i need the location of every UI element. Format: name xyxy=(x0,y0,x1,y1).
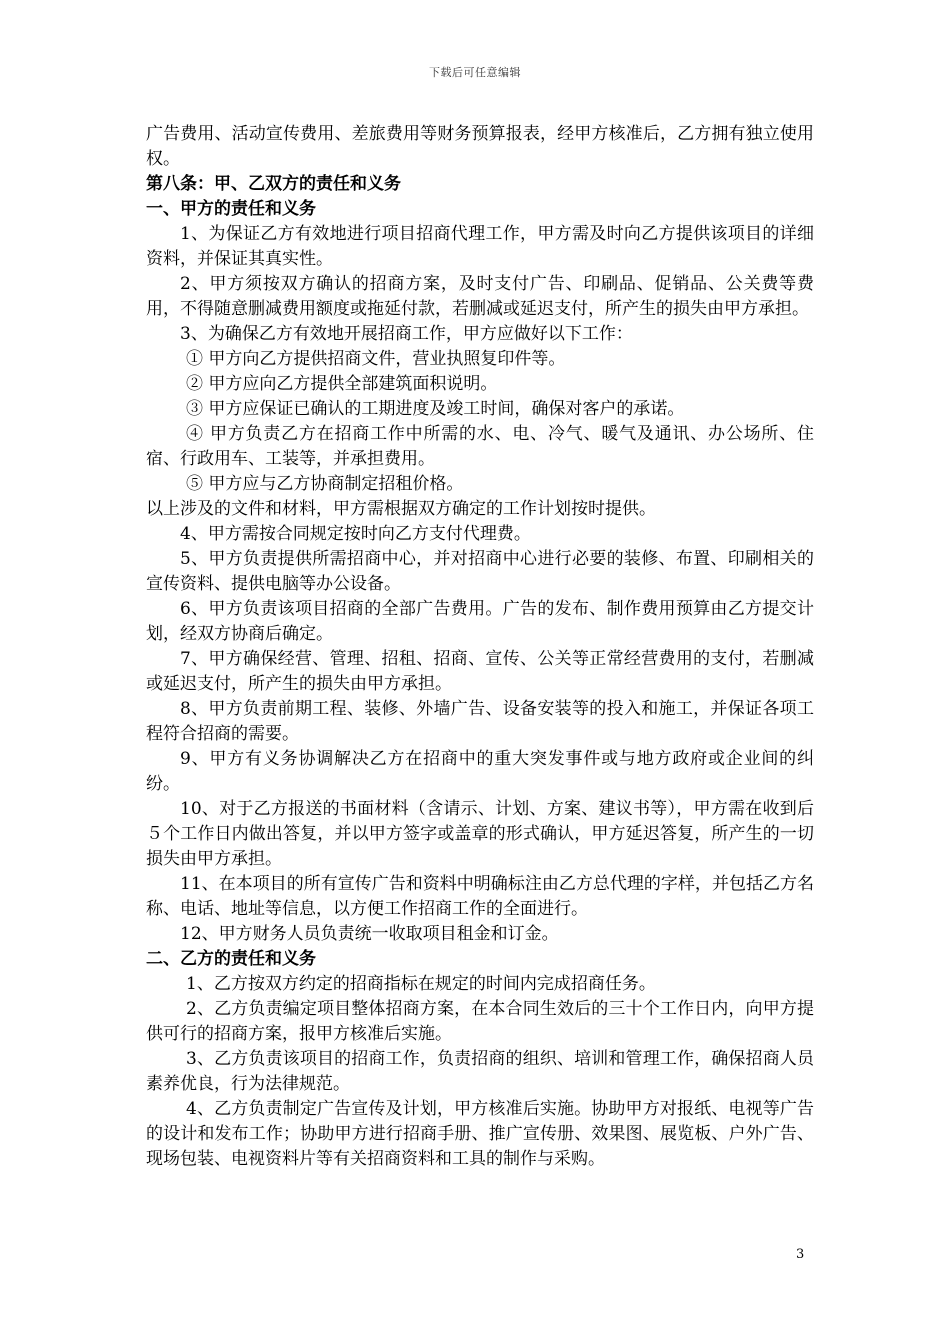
clause-b3: 3、乙方负责该项目的招商工作，负责招商的组织、培训和管理工作，确保招商人员素养优良，行为法律规范。 xyxy=(146,1049,814,1094)
clause-b4: 4、乙方负责制定广告宣传及计划，甲方核准后实施。协助甲方对报纸、电视等广告的设计和发布工作；协助甲方进行招商手册、推广宣传册、效果图、展览板、户外广告、现场包装、电视资料片等有关招商资料和工具的制作与采购。 xyxy=(146,1099,814,1169)
section-heading-party-a: 一、甲方的责任和义务 xyxy=(146,199,316,219)
sub-item-1: ① 甲方向乙方提供招商文件，营业执照复印件等。 xyxy=(186,349,566,369)
clause-a8: 8、甲方负责前期工程、装修、外墙广告、设备安装等的投入和施工，并保证各项工程符合招商的需要。 xyxy=(146,699,814,744)
sub-item-5: ⑤ 甲方应与乙方协商制定招租价格。 xyxy=(186,474,464,494)
page-header: 下载后可任意编辑 xyxy=(429,66,521,79)
clause-a5: 5、甲方负责提供所需招商中心，并对招商中心进行必要的装修、布置、印刷相关的宣传资料、提供电脑等办公设备。 xyxy=(146,549,814,594)
sub-item-4: ④ 甲方负责乙方在招商工作中所需的水、电、冷气、暖气及通讯、办公场所、住宿、行政用车、工装等，并承担费用。 xyxy=(146,424,814,469)
clause-a4: 4、甲方需按合同规定按时向乙方支付代理费。 xyxy=(180,524,531,544)
clause-b2: 2、乙方负责编定项目整体招商方案，在本合同生效后的三十个工作日内，向甲方提供可行的招商方案，报甲方核准后实施。 xyxy=(146,999,814,1044)
clause-a1: 1、为保证乙方有效地进行项目招商代理工作，甲方需及时向乙方提供该项目的详细资料，并保证其真实性。 xyxy=(146,224,814,269)
clause-a3: 3、为确保乙方有效地开展招商工作，甲方应做好以下工作： xyxy=(180,324,633,344)
clause-a2: 2、甲方须按双方确认的招商方案，及时支付广告、印刷品、促销品、公关费等费用，不得随意删减费用额度或拖延付款，若删减或延迟支付，所产生的损失由甲方承担。 xyxy=(146,274,814,319)
section-heading-party-b: 二、乙方的责任和义务 xyxy=(146,949,316,969)
sub-item-2: ② 甲方应向乙方提供全部建筑面积说明。 xyxy=(186,374,498,394)
article-heading: 第八条：甲、乙双方的责任和义务 xyxy=(146,174,401,194)
clause-a7: 7、甲方确保经营、管理、招租、招商、宣传、公关等正常经营费用的支付，若删减或延迟支付，所产生的损失由甲方承担。 xyxy=(146,649,814,694)
sub-item-3: ③ 甲方应保证已确认的工期进度及竣工时间，确保对客户的承诺。 xyxy=(186,399,685,419)
clause-a10: 10、对于乙方报送的书面材料（含请示、计划、方案、建议书等），甲方需在收到后５个工作日内做出答复，并以甲方签字或盖章的形式确认，甲方延迟答复，所产生的一切损失由甲方承担。 xyxy=(146,799,814,869)
clause-a6: 6、甲方负责该项目招商的全部广告费用。广告的发布、制作费用预算由乙方提交计划，经双方协商后确定。 xyxy=(146,599,814,644)
clause-a12: 12、甲方财务人员负责统一收取项目租金和订金。 xyxy=(180,924,559,944)
sub-items-note: 以上涉及的文件和材料，甲方需根据双方确定的工作计划按时提供。 xyxy=(146,499,656,519)
paragraph-continuation: 广告费用、活动宣传费用、差旅费用等财务预算报表，经甲方核准后，乙方拥有独立使用权。 xyxy=(146,124,814,169)
document-body xyxy=(146,122,814,1172)
clause-b1: 1、乙方按双方约定的招商指标在规定的时间内完成招商任务。 xyxy=(186,974,656,994)
page-number: 3 xyxy=(796,1247,805,1262)
clause-a11: 11、在本项目的所有宣传广告和资料中明确标注由乙方总代理的字样，并包括乙方名称、电话、地址等信息，以方便工作招商工作的全面进行。 xyxy=(146,874,814,919)
clause-a9: 9、甲方有义务协调解决乙方在招商中的重大突发事件或与地方政府或企业间的纠纷。 xyxy=(146,749,814,794)
